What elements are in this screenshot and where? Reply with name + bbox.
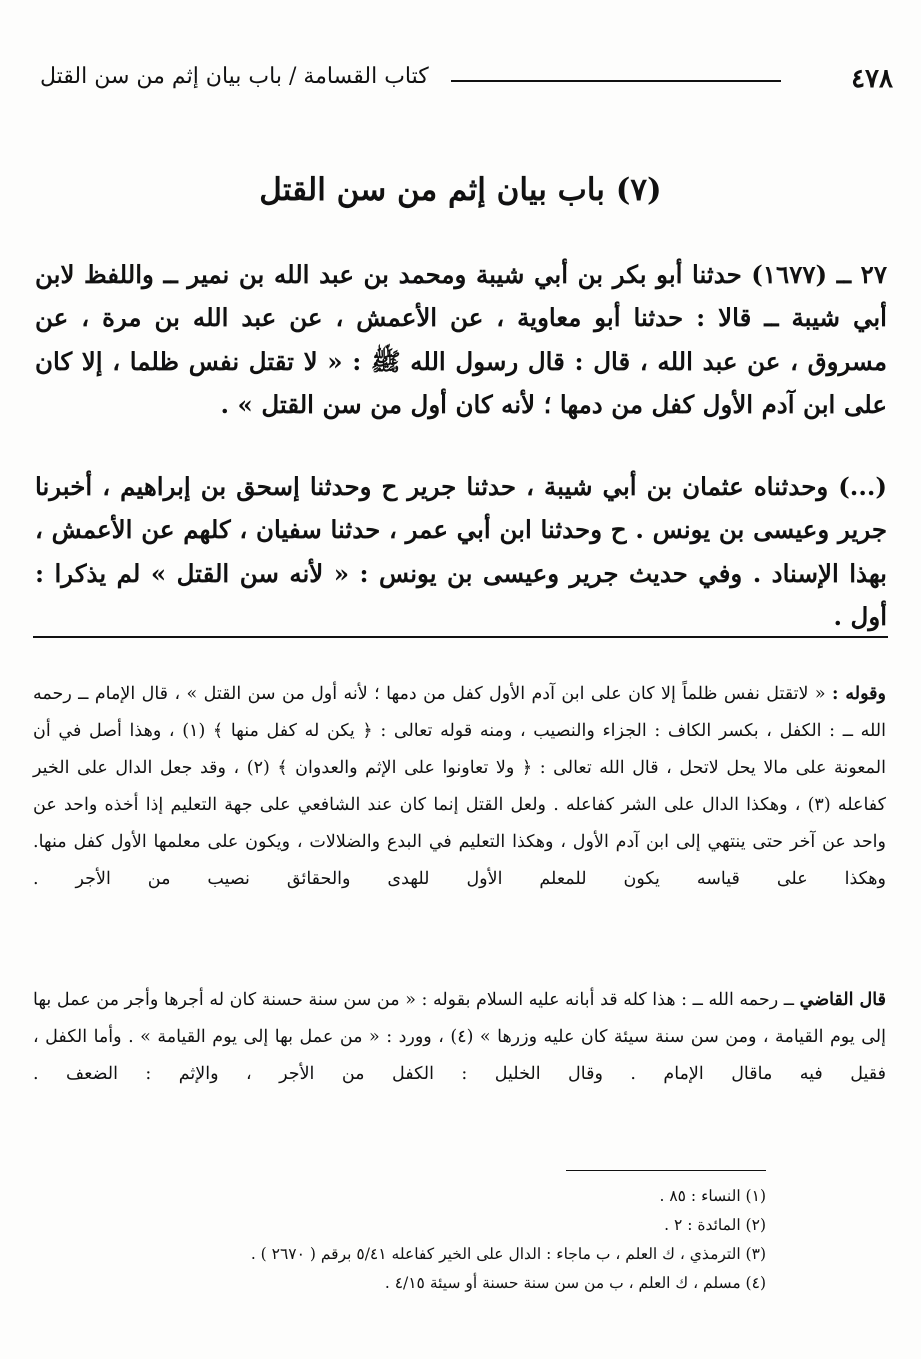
footnote-1: (١) النساء : ٨٥ . [659,1187,766,1205]
footnote-3: (٣) الترمذي ، ك العلم ، ب ماجاء : الدال على الخير كفاعله ٥/٤١ برقم ( ٢٦٧٠ ) . [250,1245,766,1263]
commentary-lead-1: وقوله : [832,683,886,704]
chapter-title: (٧) باب بيان إثم من سن القتل [259,172,662,208]
footnotes [66,1182,766,1298]
hadith-main-text: ٢٧ ــ (١٦٧٧) حدثنا أبو بكر بن أبي شيبة ومحمد بن عبد الله بن نمير ــ واللفظ لابن أبي شيبة ــ قالا : حدثنا أبو معاوية ، عن الأعمش ، عن عبد الله بن مرة ، عن مسروق ، عن عبد الله ، قال : قال رسول الله ﷺ : « لا تقتل نفس ظلما ، إلا كان على ابن آدم الأول كفل من دمها ؛ لأنه كان أول من سن القتل » . [35,259,887,419]
footnote-4: (٤) مسلم ، ك العلم ، ب من سن سنة حسنة أو سيئة ٤/١٥ . [384,1274,766,1292]
text-commentary-separator [33,636,888,638]
page-number: ٤٧٨ [851,64,893,94]
header-rule [451,80,781,82]
footnote-2: (٢) المائدة : ٢ . [664,1216,766,1234]
commentary-paragraph-2 [33,982,886,1130]
running-title: كتاب القسامة / باب بيان إثم من سن القتل [40,64,429,89]
footnote-rule [566,1170,766,1171]
commentary-paragraph-1 [33,676,886,935]
hadith-chain-text: (...) وحدثناه عثمان بن أبي شيبة ، حدثنا جرير ح وحدثنا إسحق بن إبراهيم ، أخبرنا جرير وعيسى بن يونس . ح وحدثنا ابن أبي عمر ، حدثنا سفيان ، كلهم عن الأعمش ، بهذا الإسناد . وفي حديث جرير وعيسى بن يونس : « لأنه سن القتل » لم يذكرا : أول . [35,471,887,631]
commentary-body-2: ــ رحمه الله ــ : هذا كله قد أبانه عليه السلام بقوله : « من سن سنة حسنة كان له أجرها وأجر من عمل بها إلى يوم القيامة ، ومن سن سنة سيئة كان عليه وزرها » (٤) ، وورد : « من عمل بها إلى يوم القيامة » . وأما الكفل ، فقيل فيه ماقال الإمام . وقال الخليل : الكفل من الأجر ، والإثم : الضعف . [33,989,886,1084]
commentary-lead-2: قال القاضي [799,989,886,1010]
commentary-body-1: « لاتقتل نفس ظلماً إلا كان على ابن آدم الأول كفل من دمها ؛ لأنه أول من سن القتل » ، قال الإمام ــ رحمه الله ــ : الكفل ، بكسر الكاف : الجزاء والنصيب ، ومنه قوله تعالى : ﴿ يكن له كفل منها ﴾ (١) ، وهذا أصل في أن المعونة على مالا يحل لاتحل ، قال الله تعالى : ﴿ ولا تعاونوا على الإثم والعدوان ﴾ (٢) ، وقد جعل الدال على الخير كفاعله (٣) ، وهكذا الدال على الشر كفاعله . ولعل القتل إنما كان عند الشافعي على جهة التعليم إذا أخذه واحد عن واحد عن آخر حتى ينتهي إلى ابن آدم الأول ، وهكذا التعليم في البدع والضلالات ، ويكون على معلمها الأول كفل منها. وهكذا على قياسه يكون للمعلم الأول للهدى والحقائق نصيب من الأجر . [33,683,886,889]
page-header [30,60,893,100]
